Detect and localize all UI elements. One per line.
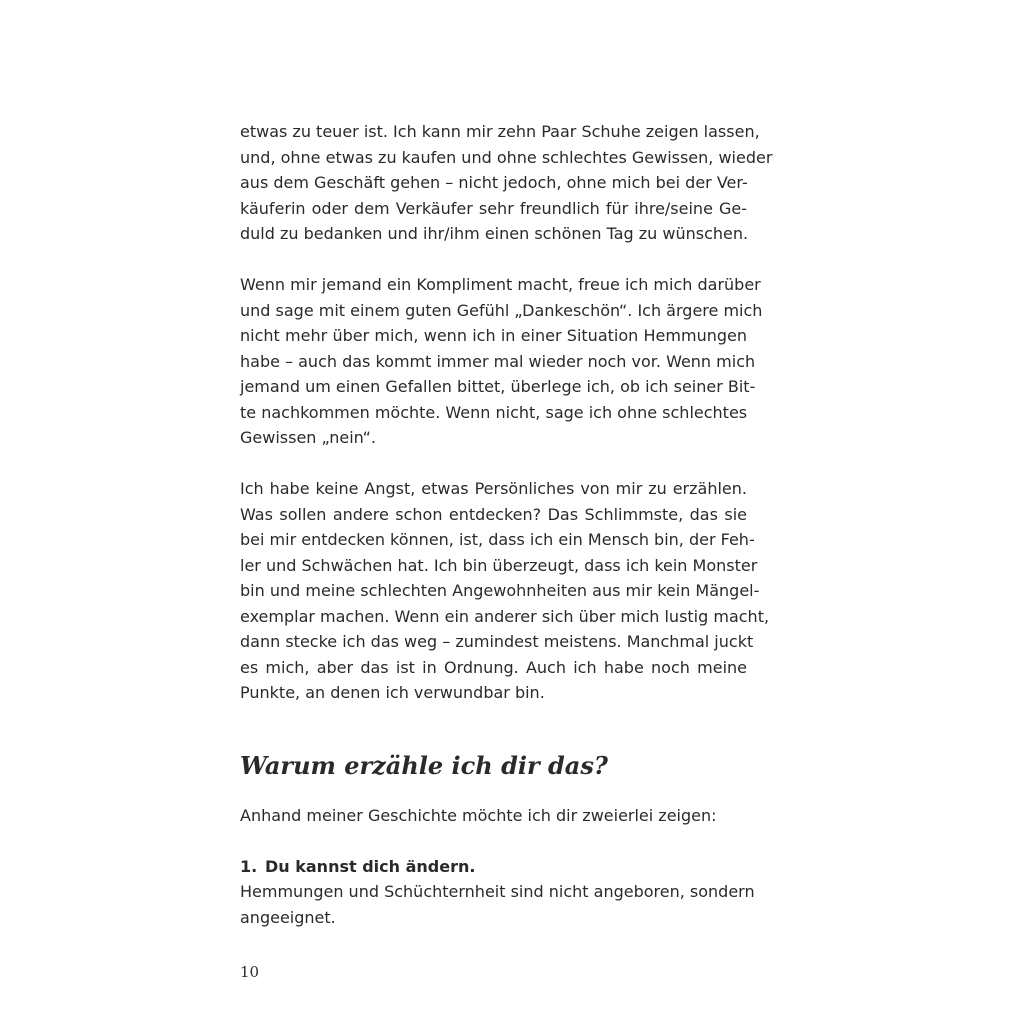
text-line: käuferin oder dem Verkäufer sehr freundlich für ihre/seine Ge- [240, 198, 747, 218]
intro-paragraph [240, 803, 747, 829]
text-line: Wenn mir jemand ein Kompliment macht, freue ich mich darüber [240, 275, 761, 294]
list-item-title [240, 854, 747, 880]
text-line: Ich habe keine Angst, etwas Persönliches von mir zu erzählen. [240, 479, 747, 498]
text-line: duld zu bedanken und ihr/ihm einen schönen Tag zu wünschen. [240, 224, 749, 243]
text-line: jemand um einen Gefallen bittet, überlege ich, ob ich seiner Bit- [240, 377, 756, 396]
text-line: ler und Schwächen hat. Ich bin überzeugt, dass ich kein Monster [240, 555, 758, 575]
page-number: 10 [240, 963, 260, 981]
text-line: Hemmungen und Schüchternheit sind nicht angeboren, sondern [240, 882, 755, 901]
paragraph [240, 119, 773, 247]
text-line: angeeignet. [240, 907, 336, 927]
heading-spacer [240, 781, 747, 803]
text-line: Anhand meiner Geschichte möchte ich dir zweierlei zeigen: [240, 805, 717, 825]
paragraph [240, 476, 770, 706]
text-line: und sage mit einem guten Gefühl „Dankeschön“. Ich ärgere mich [240, 300, 763, 320]
text-line: nicht mehr über mich, wenn ich in einer Situation Hemmungen [240, 326, 747, 345]
paragraph [240, 272, 763, 451]
text-line: Punkte, an denen ich verwundbar bin. [240, 683, 545, 702]
section-heading: Warum erzähle ich dir das? [240, 750, 608, 780]
list-item-body [240, 879, 755, 930]
list-item [240, 854, 755, 931]
text-line: und, ohne etwas zu kaufen und ohne schlechtes Gewissen, wieder [240, 147, 773, 167]
paragraph-spacer [240, 247, 747, 273]
text-line: aus dem Geschäft gehen – nicht jedoch, ohne mich bei der Ver- [240, 173, 748, 192]
paragraph-spacer [240, 451, 747, 477]
text-line: Was sollen andere schon entdecken? Das Schlimmste, das sie [240, 504, 747, 524]
text-line: dann stecke ich das weg – zumindest meistens. Manchmal juckt [240, 632, 754, 651]
text-line: es mich, aber das ist in Ordnung. Auch ich habe noch meine [240, 657, 747, 677]
text-line: Gewissen „nein“. [240, 428, 377, 447]
text-column [240, 119, 773, 930]
text-line: etwas zu teuer ist. Ich kann mir zehn Paar Schuhe zeigen lassen, [240, 122, 760, 141]
paragraph-spacer [240, 828, 747, 854]
text-line: bei mir entdecken können, ist, dass ich ein Mensch bin, der Feh- [240, 530, 755, 549]
list-item-title-text: Du kannst dich ändern. [265, 856, 476, 876]
text-line: habe – auch das kommt immer mal wieder noch vor. Wenn mich [240, 351, 756, 371]
section-spacer [240, 706, 747, 751]
text-line: bin und meine schlechten Angewohnheiten aus mir kein Mängel- [240, 581, 760, 600]
list-item-number: 1. [240, 856, 258, 876]
text-line: te nachkommen möchte. Wenn nicht, sage ich ohne schlechtes [240, 402, 748, 422]
text-line: exemplar machen. Wenn ein anderer sich über mich lustig macht, [240, 606, 770, 626]
